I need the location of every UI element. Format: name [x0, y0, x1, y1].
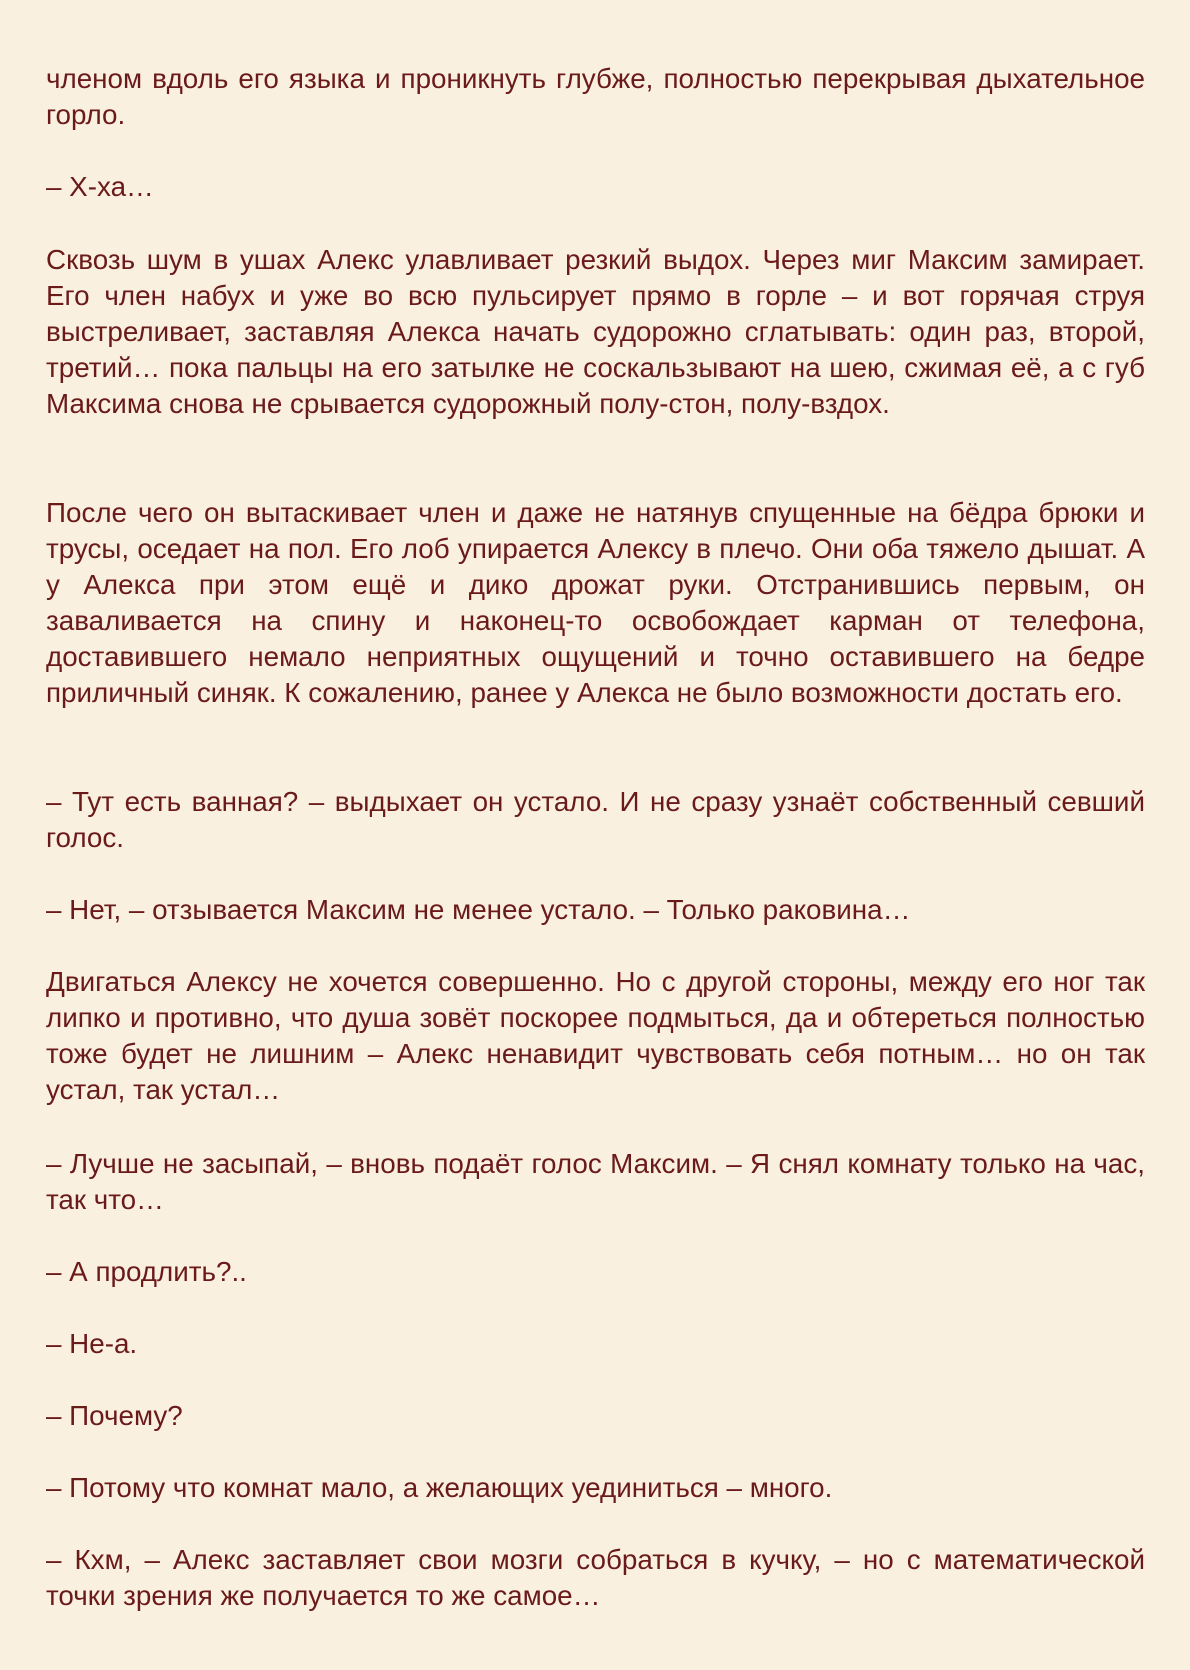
paragraph: – А продлить?..: [46, 1256, 247, 1287]
paragraph: Двигаться Алексу не хочется совершенно. Но с другой стороны, между его ног так липко и противно, что душа зовёт поскорее подмыться, да и обтереться полностью тоже будет не лишним – Алекс ненавидит чувствовать себя потным… но он так устал, так устал…: [46, 966, 1145, 1105]
paragraph: – Х-ха…: [46, 171, 154, 202]
paragraph: – Лучше не засыпай, – вновь подаёт голос Максим. – Я снял комнату только на час, так что…: [46, 1148, 1145, 1215]
paragraph: Сквозь шум в ушах Алекс улавливает резкий выдох. Через миг Максим замирает. Его член набух и уже во всю пульсирует прямо в горле – и вот горячая струя выстреливает, заставляя Алекса начать судорожно сглатывать: один раз, второй, третий… пока пальцы на его затылке не соскальзывают на шею, сжимая её, а с губ Максима снова не срывается судорожный полу-стон, полу-вздох.: [46, 244, 1145, 419]
paragraph: – Потому что комнат мало, а желающих уединиться – много.: [46, 1472, 833, 1503]
paragraph: – Кхм, – Алекс заставляет свои мозги собраться в кучку, – но с математической точки зрения же получается то же самое…: [46, 1544, 1145, 1611]
paragraph: – Нет, – отзывается Максим не менее устало. – Только раковина…: [46, 894, 911, 925]
paragraph: членом вдоль его языка и проникнуть глубже, полностью перекрывая дыхательное горло.: [46, 63, 1145, 130]
paragraph: После чего он вытаскивает член и даже не натянув спущенные на бёдра брюки и трусы, оседает на пол. Его лоб упирается Алексу в плечо. Они оба тяжело дышат. А у Алекса при этом ещё и дико дрожат руки. Отстранившись первым, он заваливается на спину и наконец-то освобождает карман от телефона, доставившего немало неприятных ощущений и точно оставившего на бедре приличный синяк. К сожалению, ранее у Алекса не было возможности достать его.: [46, 497, 1145, 708]
paragraph: – Почему?: [46, 1400, 183, 1431]
paragraph: – Не-а.: [46, 1328, 138, 1359]
paragraph: – Тут есть ванная? – выдыхает он устало. И не сразу узнаёт собственный севший голос.: [46, 786, 1145, 853]
